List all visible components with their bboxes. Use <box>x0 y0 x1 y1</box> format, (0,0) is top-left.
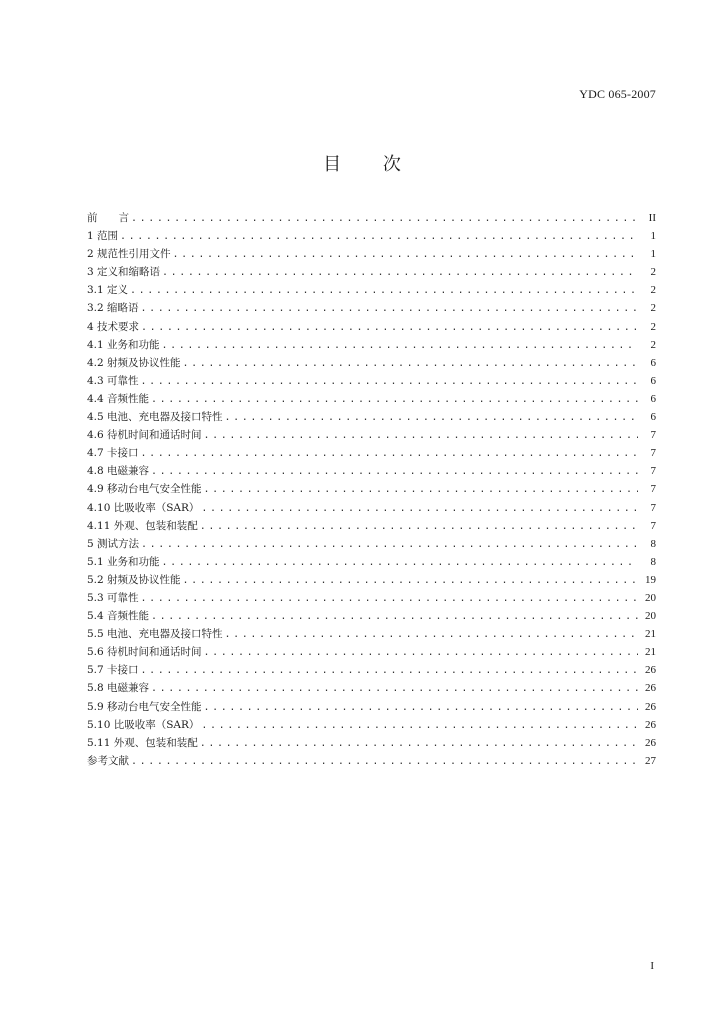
toc-entry[interactable] <box>87 625 656 643</box>
toc-entry-page: 7 <box>650 483 656 496</box>
toc-leader-dots <box>204 644 638 662</box>
toc-entry[interactable] <box>87 643 656 661</box>
toc-leader-dots <box>183 572 638 590</box>
toc-entry-label: 4.7 卡接口 <box>87 447 139 460</box>
toc-entry[interactable] <box>87 462 656 480</box>
toc-entry[interactable] <box>87 480 656 498</box>
toc-leader-dots <box>141 536 638 554</box>
toc-leader-dots <box>141 445 638 463</box>
toc-entry-label: 5.8 电磁兼容 <box>87 682 150 695</box>
toc-leader-dots <box>162 264 638 282</box>
toc-leader-dots <box>131 753 638 771</box>
toc-entry-page: II <box>648 212 656 224</box>
toc-leader-dots <box>131 210 638 228</box>
toc-entry-label: 5.5 电池、充电器及接口特性 <box>87 628 223 641</box>
toc-entry-label: 5.2 射频及协议性能 <box>87 573 181 586</box>
toc-entry-page: 7 <box>650 465 656 478</box>
toc-entry-label: 4.4 音频性能 <box>87 392 150 405</box>
toc-entry[interactable] <box>87 281 656 299</box>
toc-leader-dots <box>141 300 638 318</box>
toc-entry-label: 5 测试方法 <box>87 537 140 550</box>
toc-entry-label: 1 范围 <box>87 230 119 243</box>
page-number: I <box>650 960 654 972</box>
toc-entry-label: 5.3 可靠性 <box>87 591 139 604</box>
toc-entry-page: 26 <box>645 700 656 713</box>
toc-entry[interactable] <box>87 336 656 354</box>
toc-leader-dots <box>151 680 638 698</box>
toc-entry[interactable] <box>87 571 656 589</box>
document-code: YDC 065-2007 <box>579 87 656 101</box>
toc-entry-label: 4.8 电磁兼容 <box>87 465 150 478</box>
toc-entry-page: 26 <box>645 736 656 749</box>
toc-entry[interactable] <box>87 354 656 372</box>
toc-entry[interactable] <box>87 390 656 408</box>
toc-entry-label: 5.4 音频性能 <box>87 610 150 623</box>
toc-leader-dots <box>204 699 638 717</box>
toc-entry-page: 27 <box>645 754 656 767</box>
toc-leader-dots <box>162 337 638 355</box>
toc-entry-page: 20 <box>645 591 656 604</box>
toc-leader-dots <box>141 373 638 391</box>
toc-entry-page: 2 <box>650 320 656 333</box>
toc-leader-dots <box>183 355 638 373</box>
toc-leader-dots <box>204 481 638 499</box>
toc-leader-dots <box>151 391 638 409</box>
toc-entry[interactable] <box>87 517 656 535</box>
toc-entry-page: 21 <box>645 628 656 641</box>
toc-leader-dots <box>204 427 638 445</box>
toc-leader-dots <box>200 518 638 536</box>
toc-entry[interactable] <box>87 607 656 625</box>
toc-entry[interactable] <box>87 227 656 245</box>
toc-leader-dots <box>200 735 638 753</box>
toc-entry-label: 前 言 <box>87 212 129 224</box>
toc-entry-page: 2 <box>650 266 656 279</box>
toc-entry-page: 1 <box>650 248 656 261</box>
toc-entry[interactable] <box>87 535 656 553</box>
toc-entry-page: 20 <box>645 610 656 623</box>
toc-entry-label: 4.11 外观、包装和装配 <box>87 519 198 532</box>
page-title: 目 次 <box>323 154 401 175</box>
toc-entry[interactable] <box>87 318 656 336</box>
table-of-contents <box>87 209 656 770</box>
toc-leader-dots <box>201 717 638 735</box>
toc-entry-page: 6 <box>650 411 656 424</box>
toc-entry[interactable] <box>87 299 656 317</box>
toc-entry-label: 4.9 移动台电气安全性能 <box>87 483 202 496</box>
toc-entry[interactable] <box>87 698 656 716</box>
toc-entry-page: 8 <box>650 555 656 568</box>
toc-entry[interactable] <box>87 499 656 517</box>
toc-entry-label: 4.2 射频及协议性能 <box>87 356 181 369</box>
toc-entry-label: 3.1 定义 <box>87 284 129 297</box>
toc-entry-page: 6 <box>650 392 656 405</box>
toc-entry[interactable] <box>87 209 656 227</box>
toc-entry-page: 7 <box>650 447 656 460</box>
toc-entry-label: 5.9 移动台电气安全性能 <box>87 700 202 713</box>
toc-entry-page: 1 <box>650 230 656 243</box>
toc-leader-dots <box>151 463 638 481</box>
toc-entry[interactable] <box>87 372 656 390</box>
toc-entry-label: 5.7 卡接口 <box>87 664 139 677</box>
toc-entry-label: 3.2 缩略语 <box>87 302 139 315</box>
toc-entry-label: 3 定义和缩略语 <box>87 266 161 279</box>
toc-leader-dots <box>151 608 638 626</box>
toc-entry-page: 21 <box>645 646 656 659</box>
toc-leader-dots <box>141 662 638 680</box>
toc-entry-label: 5.10 比吸收率（SAR） <box>87 718 200 731</box>
toc-entry[interactable] <box>87 408 656 426</box>
toc-entry-label: 5.11 外观、包装和装配 <box>87 736 198 749</box>
toc-entry[interactable] <box>87 752 656 770</box>
toc-leader-dots <box>162 554 638 572</box>
toc-leader-dots <box>141 319 638 337</box>
toc-leader-dots <box>225 626 638 644</box>
toc-leader-dots <box>141 590 638 608</box>
toc-entry-page: 19 <box>645 573 656 586</box>
toc-entry-label: 4.5 电池、充电器及接口特性 <box>87 411 223 424</box>
toc-entry[interactable] <box>87 734 656 752</box>
toc-entry-page: 7 <box>650 501 656 514</box>
toc-entry-page: 2 <box>650 284 656 297</box>
toc-entry-page: 2 <box>650 302 656 315</box>
toc-entry[interactable] <box>87 661 656 679</box>
toc-entry[interactable] <box>87 245 656 263</box>
toc-leader-dots <box>173 246 638 264</box>
toc-entry[interactable] <box>87 589 656 607</box>
toc-entry-page: 26 <box>645 682 656 695</box>
toc-entry-page: 26 <box>645 718 656 731</box>
toc-entry[interactable] <box>87 716 656 734</box>
toc-entry[interactable] <box>87 426 656 444</box>
toc-entry-page: 7 <box>650 429 656 442</box>
toc-entry-page: 8 <box>650 537 656 550</box>
toc-entry[interactable] <box>87 553 656 571</box>
toc-entry-page: 26 <box>645 664 656 677</box>
toc-entry-label: 4.3 可靠性 <box>87 374 139 387</box>
toc-leader-dots <box>225 409 638 427</box>
toc-entry-label: 2 规范性引用文件 <box>87 248 171 261</box>
toc-entry[interactable] <box>87 444 656 462</box>
toc-entry-label: 5.6 待机时间和通话时间 <box>87 646 202 659</box>
toc-entry-page: 6 <box>650 374 656 387</box>
toc-entry[interactable] <box>87 679 656 697</box>
toc-entry-label: 4.1 业务和功能 <box>87 338 160 351</box>
toc-entry-label: 参考文献 <box>87 754 129 767</box>
toc-leader-dots <box>130 282 638 300</box>
toc-entry-label: 4 技术要求 <box>87 320 140 333</box>
toc-entry[interactable] <box>87 263 656 281</box>
toc-entry-label: 5.1 业务和功能 <box>87 555 160 568</box>
toc-leader-dots <box>201 500 638 518</box>
toc-entry-label: 4.10 比吸收率（SAR） <box>87 501 200 514</box>
toc-leader-dots <box>120 228 638 246</box>
toc-entry-page: 7 <box>650 519 656 532</box>
toc-entry-label: 4.6 待机时间和通话时间 <box>87 429 202 442</box>
toc-entry-page: 6 <box>650 356 656 369</box>
toc-entry-page: 2 <box>650 338 656 351</box>
